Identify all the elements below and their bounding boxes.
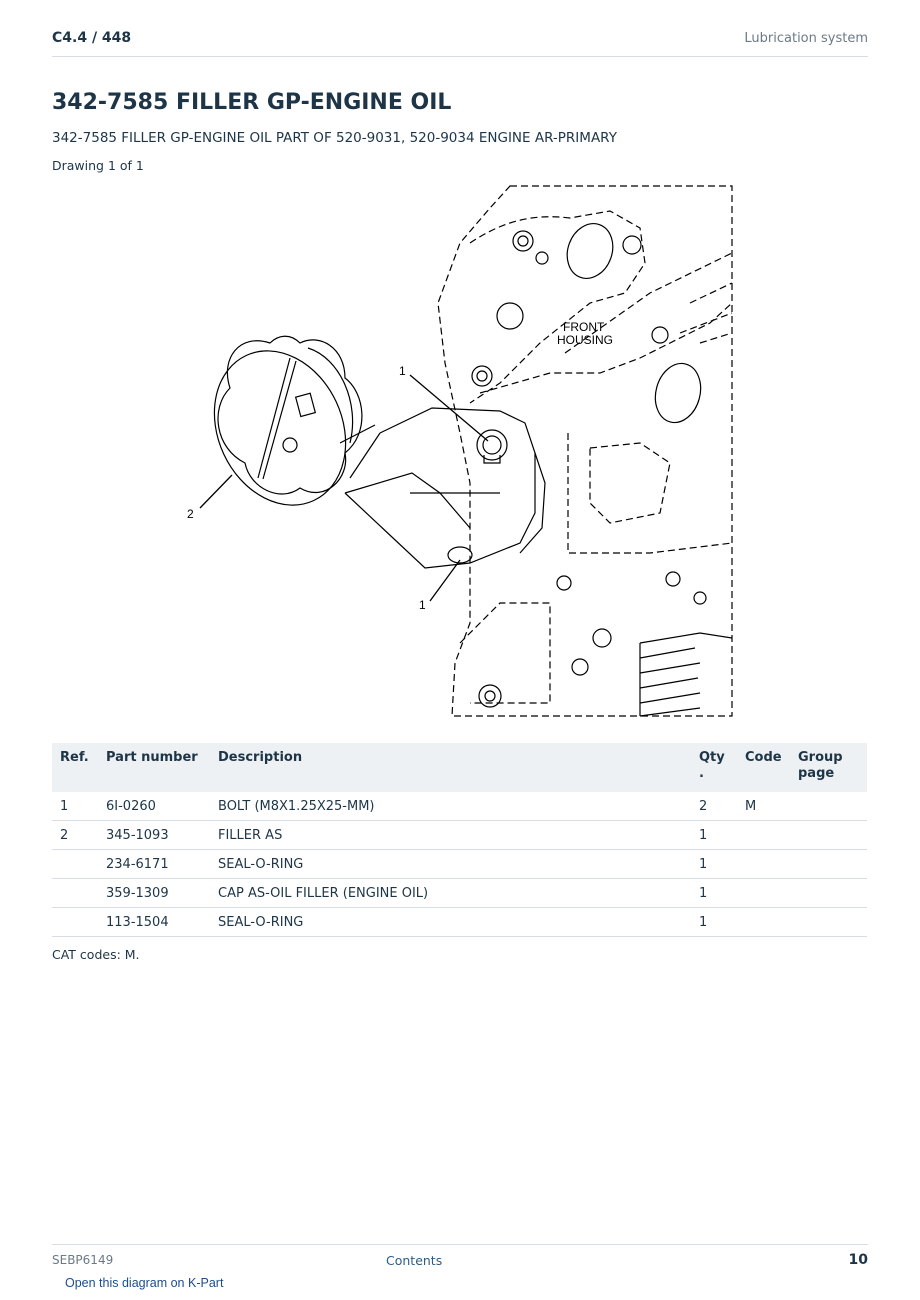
cell-qty: 1 xyxy=(691,908,737,937)
page-footer xyxy=(52,1244,868,1275)
cell-code xyxy=(737,908,790,937)
page-title: 342-7585 FILLER GP-ENGINE OIL xyxy=(52,90,452,115)
cat-codes-note: CAT codes: M. xyxy=(52,947,140,962)
table-row xyxy=(52,792,867,821)
table-row xyxy=(52,821,867,850)
label-housing: HOUSING xyxy=(557,333,614,347)
col-description: Description xyxy=(210,743,691,792)
cell-group-page xyxy=(790,908,867,937)
section-name: Lubrication system xyxy=(744,31,868,46)
cell-part-number: 345-1093 xyxy=(98,821,210,850)
cell-part-number: 113-1504 xyxy=(98,908,210,937)
cell-ref: 2 xyxy=(52,821,98,850)
cell-description: CAP AS-OIL FILLER (ENGINE OIL) xyxy=(210,879,691,908)
cell-description: FILLER AS xyxy=(210,821,691,850)
cell-code xyxy=(737,821,790,850)
col-code: Code xyxy=(737,743,790,792)
cell-ref xyxy=(52,908,98,937)
cell-ref xyxy=(52,850,98,879)
cell-group-page xyxy=(790,792,867,821)
cell-description: SEAL-O-RING xyxy=(210,908,691,937)
cell-part-number: 234-6171 xyxy=(98,850,210,879)
open-k-part-link[interactable]: Open this diagram on K-Part xyxy=(65,1276,224,1290)
cell-part-number: 6I-0260 xyxy=(98,792,210,821)
page-number: 10 xyxy=(848,1252,868,1268)
cell-qty: 1 xyxy=(691,879,737,908)
callout-2: 2 xyxy=(187,507,194,521)
cell-code xyxy=(737,879,790,908)
contents-link[interactable]: Contents xyxy=(386,1253,443,1268)
col-ref: Ref. xyxy=(52,743,98,792)
table-row xyxy=(52,908,867,937)
drawing-count-label: Drawing 1 of 1 xyxy=(52,158,144,173)
cell-group-page xyxy=(790,850,867,879)
callout-1-bottom: 1 xyxy=(419,598,426,612)
cell-ref xyxy=(52,879,98,908)
cell-group-page xyxy=(790,821,867,850)
table-row xyxy=(52,879,867,908)
cell-code: M xyxy=(737,792,790,821)
model-page-indicator: C4.4 / 448 xyxy=(52,30,132,46)
cell-qty: 1 xyxy=(691,821,737,850)
cell-description: BOLT (M8X1.25X25-MM) xyxy=(210,792,691,821)
page-subtitle: 342-7585 FILLER GP-ENGINE OIL PART OF 520-9031, 520-9034 ENGINE AR-PRIMARY xyxy=(52,130,617,146)
cell-description: SEAL-O-RING xyxy=(210,850,691,879)
cell-qty: 1 xyxy=(691,850,737,879)
callout-1-top: 1 xyxy=(399,364,406,378)
table-row xyxy=(52,850,867,879)
cell-ref: 1 xyxy=(52,792,98,821)
cell-code xyxy=(737,850,790,879)
table-header-row xyxy=(52,743,867,792)
col-group-page: Group page xyxy=(790,743,867,792)
parts-diagram xyxy=(170,183,740,723)
page-header xyxy=(52,28,868,57)
col-qty: Qty . xyxy=(691,743,737,792)
parts-table xyxy=(52,743,867,937)
cell-qty: 2 xyxy=(691,792,737,821)
label-front: FRONT xyxy=(563,320,605,334)
cell-group-page xyxy=(790,879,867,908)
document-id: SEBP6149 xyxy=(52,1253,114,1267)
cell-part-number: 359-1309 xyxy=(98,879,210,908)
col-part-number: Part number xyxy=(98,743,210,792)
